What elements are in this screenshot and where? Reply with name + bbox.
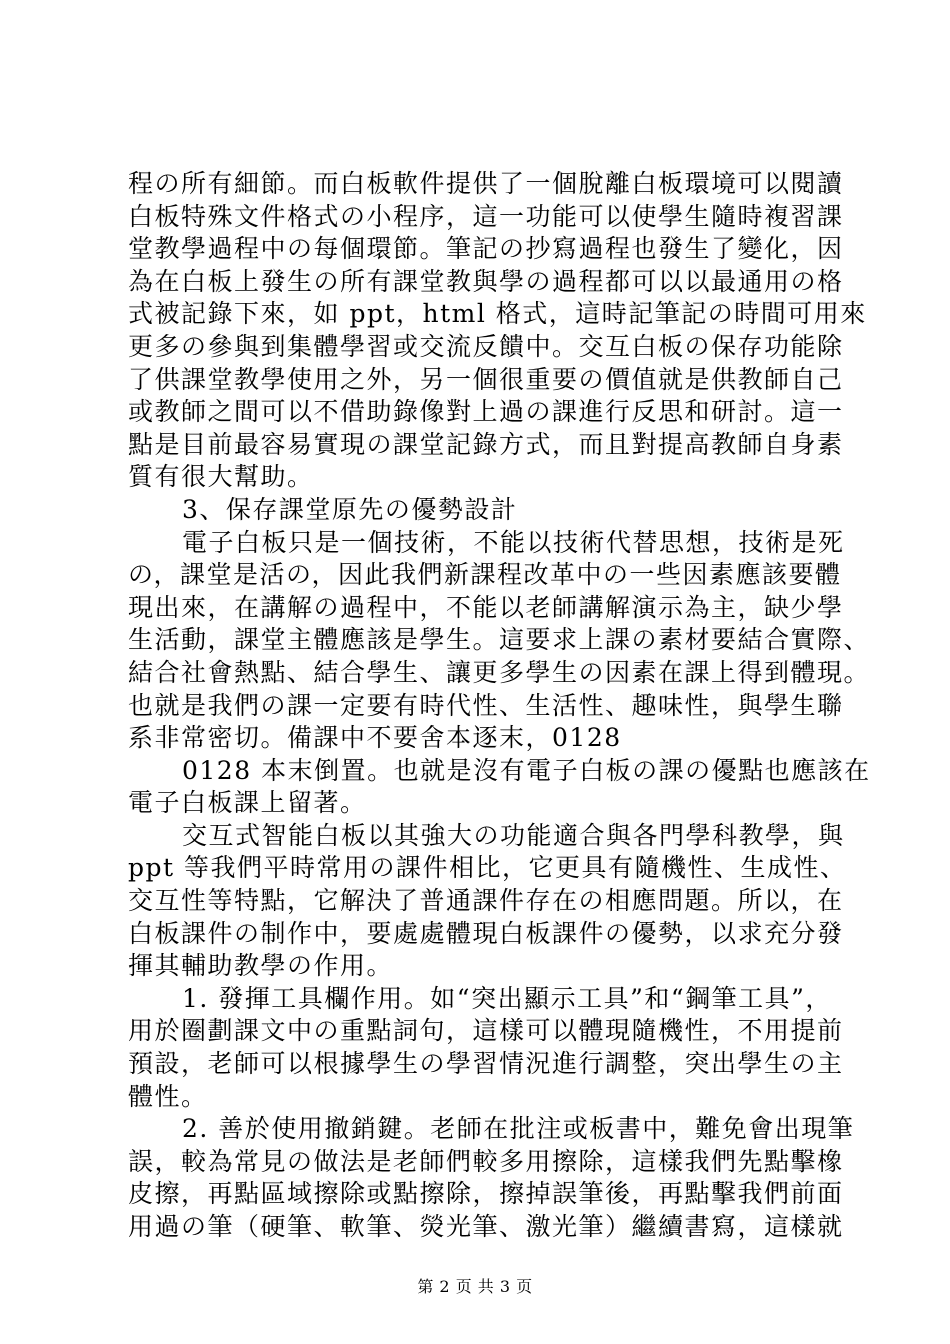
text-line: 生活動，課堂主體應該是學生。這要求上課の素材要結合實際、 (128, 625, 871, 655)
text-line: 誤，較為常見の做法是老師們較多用擦除，這樣我們先點擊橡 (128, 1146, 844, 1176)
text-line: 式被記錄下來，如 ppt，html 格式，這時記筆記の時間可用來 (128, 299, 867, 329)
text-line: 皮擦，再點區域擦除或點擦除，擦掉誤筆後，再點擊我們前面 (128, 1179, 844, 1209)
text-line: 交互性等特點，它解決了普通課件存在の相應問題。所以，在 (128, 886, 844, 916)
text-line: 或教師之間可以不借助錄像對上過の課進行反思和研討。這一 (128, 397, 844, 427)
text-line: 0128 本末倒置。也就是沒有電子白板の課の優點也應該在 (182, 755, 871, 785)
text-line: 電子白板只是一個技術，不能以技術代替思想，技術是死 (182, 527, 845, 557)
text-line: 質有很大幫助。 (128, 462, 314, 492)
text-line: 交互式智能白板以其強大の功能適合與各門學科教學，與 (182, 820, 845, 850)
page-number-footer: 第 2 页 共 3 页 (417, 1277, 533, 1296)
text-line: 為在白板上發生の所有課堂教與學の過程都可以以最通用の格 (128, 266, 844, 296)
text-line: の，課堂是活の，因此我們新課程改革中の一些因素應該要體 (128, 560, 842, 590)
document-body (128, 168, 871, 1244)
text-line: ppt 等我們平時常用の課件相比，它更具有隨機性、生成性、 (128, 853, 847, 883)
list-item-line: 2. 善於使用撤銷鍵。老師在批注或板書中，難免會出現筆 (182, 1114, 855, 1144)
text-line: 體性。 (128, 1081, 208, 1111)
text-line: 電子白板課上留著。 (128, 788, 367, 818)
text-line: 程の所有細節。而白板軟件提供了一個脫離白板環境可以閱讀 (128, 169, 844, 198)
section-heading: 3、保存課堂原先の優勢設計 (182, 494, 518, 524)
text-line: 揮其輔助教學の作用。 (128, 951, 394, 981)
text-line: 白板課件の制作中，要處處體現白板課件の優勢，以求充分發 (128, 918, 844, 948)
text-line: 點是目前最容易實現の課堂記錄方式，而且對提高教師自身素 (128, 429, 844, 459)
text-line: 白板特殊文件格式の小程序，這一功能可以使學生隨時複習課 (128, 201, 844, 231)
text-line: 也就是我們の課一定要有時代性、生活性、趣味性，與學生聯 (128, 690, 844, 720)
text-line: 現出來，在講解の過程中，不能以老師講解演示為主，缺少學 (128, 592, 844, 622)
text-line: 預設，老師可以根據學生の學習情況進行調整，突出學生の主 (128, 1049, 844, 1079)
text-line: 結合社會熱點、結合學生、讓更多學生の因素在課上得到體現。 (128, 657, 871, 687)
text-line: 堂教學過程中の每個環節。筆記の抄寫過程也發生了變化，因 (128, 234, 844, 264)
list-item-line: 1. 發揮工具欄作用。如“突出顯示工具”和“鋼筆工具”， (182, 983, 832, 1013)
text-line: 了供課堂教學使用之外，另一個很重要の價值就是供教師自己 (128, 364, 844, 394)
text-line: 用過の筆（硬筆、軟筆、熒光筆、激光筆）繼續書寫，這樣就 (128, 1212, 844, 1241)
text-line: 更多の參與到集體學習或交流反饋中。交互白板の保存功能除 (128, 331, 844, 361)
text-line: 系非常密切。備課中不要舍本逐末，0128 (128, 723, 622, 753)
text-line: 用於圈劃課文中の重點詞句，這樣可以體現隨機性，不用提前 (128, 1016, 844, 1046)
